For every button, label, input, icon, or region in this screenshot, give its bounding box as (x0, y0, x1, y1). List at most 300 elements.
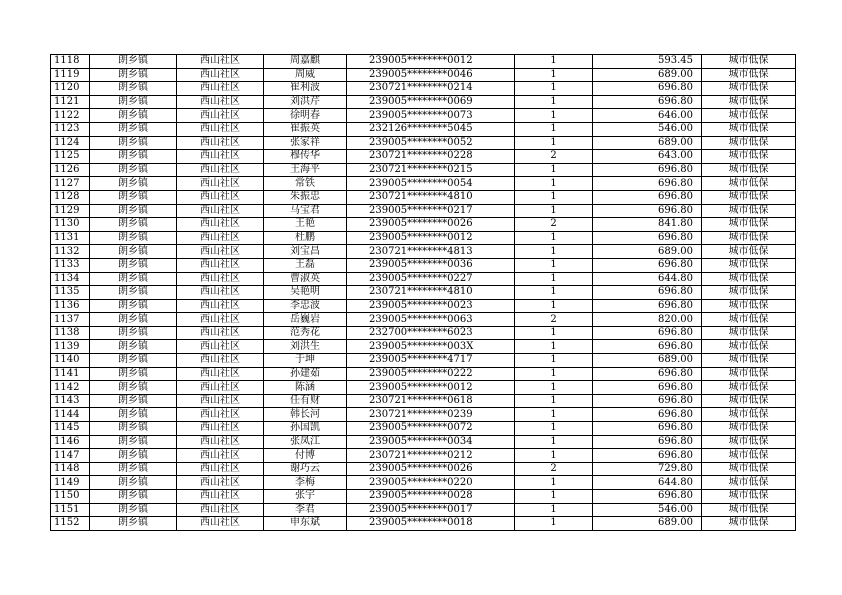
row-number-cell: 1118 (51, 55, 90, 69)
household-size-cell: 2 (515, 218, 593, 232)
table-row (51, 435, 796, 449)
amount-cell: 593.45 (593, 55, 702, 69)
row-number-cell: 1119 (51, 68, 90, 82)
id-number-cell: 239005********0054 (347, 177, 515, 191)
category-cell: 城市低保 (702, 354, 796, 368)
row-number-cell: 1131 (51, 231, 90, 245)
name-cell: 申东斌 (264, 517, 347, 531)
community-cell: 西山社区 (177, 82, 264, 96)
category-cell: 城市低保 (702, 68, 796, 82)
amount-cell: 696.80 (593, 435, 702, 449)
town-cell: 朗乡镇 (90, 449, 177, 463)
town-cell: 朗乡镇 (90, 272, 177, 286)
category-cell: 城市低保 (702, 136, 796, 150)
id-number-cell: 239005********003X (347, 340, 515, 354)
amount-cell: 644.80 (593, 272, 702, 286)
community-cell: 西山社区 (177, 354, 264, 368)
row-number-cell: 1145 (51, 422, 90, 436)
id-number-cell: 230721********0212 (347, 449, 515, 463)
community-cell: 西山社区 (177, 95, 264, 109)
row-number-cell: 1144 (51, 408, 90, 422)
town-cell: 朗乡镇 (90, 122, 177, 136)
household-size-cell: 2 (515, 150, 593, 164)
amount-cell: 696.80 (593, 394, 702, 408)
household-size-cell: 2 (515, 462, 593, 476)
community-cell: 西山社区 (177, 299, 264, 313)
row-number-cell: 1141 (51, 367, 90, 381)
amount-cell: 696.80 (593, 381, 702, 395)
name-cell: 于坤 (264, 354, 347, 368)
community-cell: 西山社区 (177, 163, 264, 177)
community-cell: 西山社区 (177, 245, 264, 259)
table-row (51, 218, 796, 232)
table-row (51, 476, 796, 490)
row-number-cell: 1136 (51, 299, 90, 313)
amount-cell: 689.00 (593, 517, 702, 531)
table-row (51, 150, 796, 164)
id-number-cell: 239005********0036 (347, 258, 515, 272)
table-row (51, 367, 796, 381)
category-cell: 城市低保 (702, 163, 796, 177)
name-cell: 崔振英 (264, 122, 347, 136)
id-number-cell: 239005********0023 (347, 299, 515, 313)
category-cell: 城市低保 (702, 299, 796, 313)
name-cell: 吴艳明 (264, 286, 347, 300)
amount-cell: 696.80 (593, 177, 702, 191)
community-cell: 西山社区 (177, 218, 264, 232)
household-size-cell: 1 (515, 340, 593, 354)
community-cell: 西山社区 (177, 68, 264, 82)
town-cell: 朗乡镇 (90, 490, 177, 504)
row-number-cell: 1142 (51, 381, 90, 395)
town-cell: 朗乡镇 (90, 231, 177, 245)
table-row (51, 258, 796, 272)
town-cell: 朗乡镇 (90, 517, 177, 531)
table-row (51, 354, 796, 368)
name-cell: 周威 (264, 68, 347, 82)
table-row (51, 462, 796, 476)
community-cell: 西山社区 (177, 449, 264, 463)
row-number-cell: 1133 (51, 258, 90, 272)
id-number-cell: 239005********0227 (347, 272, 515, 286)
town-cell: 朗乡镇 (90, 354, 177, 368)
amount-cell: 689.00 (593, 354, 702, 368)
community-cell: 西山社区 (177, 272, 264, 286)
id-number-cell: 230721********0228 (347, 150, 515, 164)
row-number-cell: 1121 (51, 95, 90, 109)
name-cell: 付博 (264, 449, 347, 463)
category-cell: 城市低保 (702, 313, 796, 327)
category-cell: 城市低保 (702, 177, 796, 191)
id-number-cell: 239005********0220 (347, 476, 515, 490)
town-cell: 朗乡镇 (90, 82, 177, 96)
community-cell: 西山社区 (177, 177, 264, 191)
name-cell: 曹淑英 (264, 272, 347, 286)
name-cell: 谢巧云 (264, 462, 347, 476)
row-number-cell: 1134 (51, 272, 90, 286)
amount-cell: 696.80 (593, 408, 702, 422)
id-number-cell: 230721********4810 (347, 190, 515, 204)
category-cell: 城市低保 (702, 218, 796, 232)
category-cell: 城市低保 (702, 82, 796, 96)
category-cell: 城市低保 (702, 422, 796, 436)
id-number-cell: 239005********0072 (347, 422, 515, 436)
town-cell: 朗乡镇 (90, 381, 177, 395)
table-row (51, 177, 796, 191)
row-number-cell: 1152 (51, 517, 90, 531)
row-number-cell: 1138 (51, 326, 90, 340)
id-number-cell: 239005********0217 (347, 204, 515, 218)
row-number-cell: 1135 (51, 286, 90, 300)
household-size-cell: 1 (515, 122, 593, 136)
community-cell: 西山社区 (177, 109, 264, 123)
category-cell: 城市低保 (702, 517, 796, 531)
table-row (51, 82, 796, 96)
amount-cell: 696.80 (593, 490, 702, 504)
row-number-cell: 1137 (51, 313, 90, 327)
id-number-cell: 230721********0239 (347, 408, 515, 422)
town-cell: 朗乡镇 (90, 177, 177, 191)
town-cell: 朗乡镇 (90, 150, 177, 164)
row-number-cell: 1146 (51, 435, 90, 449)
table-row (51, 122, 796, 136)
amount-cell: 696.80 (593, 95, 702, 109)
household-size-cell: 1 (515, 204, 593, 218)
amount-cell: 696.80 (593, 299, 702, 313)
household-size-cell: 1 (515, 109, 593, 123)
category-cell: 城市低保 (702, 326, 796, 340)
amount-cell: 644.80 (593, 476, 702, 490)
id-number-cell: 239005********0073 (347, 109, 515, 123)
amount-cell: 696.80 (593, 367, 702, 381)
amount-cell: 696.80 (593, 204, 702, 218)
category-cell: 城市低保 (702, 435, 796, 449)
household-size-cell: 1 (515, 490, 593, 504)
household-size-cell: 1 (515, 286, 593, 300)
name-cell: 范秀花 (264, 326, 347, 340)
category-cell: 城市低保 (702, 95, 796, 109)
id-number-cell: 239005********0026 (347, 218, 515, 232)
community-cell: 西山社区 (177, 340, 264, 354)
amount-cell: 696.80 (593, 340, 702, 354)
household-size-cell: 1 (515, 299, 593, 313)
name-cell: 崔利波 (264, 82, 347, 96)
table-row (51, 299, 796, 313)
town-cell: 朗乡镇 (90, 163, 177, 177)
household-size-cell: 1 (515, 517, 593, 531)
category-cell: 城市低保 (702, 462, 796, 476)
town-cell: 朗乡镇 (90, 218, 177, 232)
amount-cell: 689.00 (593, 245, 702, 259)
town-cell: 朗乡镇 (90, 326, 177, 340)
name-cell: 孙建茹 (264, 367, 347, 381)
amount-cell: 696.80 (593, 286, 702, 300)
household-size-cell: 1 (515, 476, 593, 490)
community-cell: 西山社区 (177, 394, 264, 408)
table-row (51, 313, 796, 327)
id-number-cell: 239005********0063 (347, 313, 515, 327)
id-number-cell: 239005********0052 (347, 136, 515, 150)
community-cell: 西山社区 (177, 150, 264, 164)
amount-cell: 696.80 (593, 326, 702, 340)
amount-cell: 689.00 (593, 136, 702, 150)
amount-cell: 643.00 (593, 150, 702, 164)
category-cell: 城市低保 (702, 204, 796, 218)
table-row (51, 326, 796, 340)
town-cell: 朗乡镇 (90, 204, 177, 218)
row-number-cell: 1148 (51, 462, 90, 476)
community-cell: 西山社区 (177, 476, 264, 490)
row-number-cell: 1128 (51, 190, 90, 204)
household-size-cell: 1 (515, 245, 593, 259)
benefit-roster-table (50, 54, 796, 531)
community-cell: 西山社区 (177, 422, 264, 436)
table-row (51, 136, 796, 150)
name-cell: 孙国凯 (264, 422, 347, 436)
community-cell: 西山社区 (177, 204, 264, 218)
category-cell: 城市低保 (702, 286, 796, 300)
category-cell: 城市低保 (702, 394, 796, 408)
name-cell: 张家祥 (264, 136, 347, 150)
amount-cell: 696.80 (593, 190, 702, 204)
community-cell: 西山社区 (177, 258, 264, 272)
community-cell: 西山社区 (177, 490, 264, 504)
community-cell: 西山社区 (177, 190, 264, 204)
category-cell: 城市低保 (702, 258, 796, 272)
town-cell: 朗乡镇 (90, 422, 177, 436)
household-size-cell: 1 (515, 326, 593, 340)
community-cell: 西山社区 (177, 286, 264, 300)
name-cell: 张宇 (264, 490, 347, 504)
household-size-cell: 1 (515, 163, 593, 177)
id-number-cell: 239005********0026 (347, 462, 515, 476)
id-number-cell: 239005********0012 (347, 381, 515, 395)
household-size-cell: 1 (515, 68, 593, 82)
name-cell: 张凤江 (264, 435, 347, 449)
town-cell: 朗乡镇 (90, 245, 177, 259)
row-number-cell: 1150 (51, 490, 90, 504)
community-cell: 西山社区 (177, 435, 264, 449)
town-cell: 朗乡镇 (90, 408, 177, 422)
category-cell: 城市低保 (702, 55, 796, 69)
name-cell: 陈涵 (264, 381, 347, 395)
id-number-cell: 230721********0618 (347, 394, 515, 408)
id-number-cell: 239005********0034 (347, 435, 515, 449)
community-cell: 西山社区 (177, 408, 264, 422)
household-size-cell: 1 (515, 177, 593, 191)
table-row (51, 408, 796, 422)
amount-cell: 696.80 (593, 231, 702, 245)
category-cell: 城市低保 (702, 122, 796, 136)
row-number-cell: 1143 (51, 394, 90, 408)
town-cell: 朗乡镇 (90, 299, 177, 313)
name-cell: 李梅 (264, 476, 347, 490)
table-row (51, 190, 796, 204)
name-cell: 刘洪生 (264, 340, 347, 354)
household-size-cell: 1 (515, 354, 593, 368)
id-number-cell: 230721********4810 (347, 286, 515, 300)
town-cell: 朗乡镇 (90, 68, 177, 82)
name-cell: 马宝君 (264, 204, 347, 218)
id-number-cell: 239005********0012 (347, 231, 515, 245)
amount-cell: 696.80 (593, 82, 702, 96)
town-cell: 朗乡镇 (90, 55, 177, 69)
household-size-cell: 1 (515, 449, 593, 463)
table-row (51, 286, 796, 300)
household-size-cell: 1 (515, 231, 593, 245)
household-size-cell: 1 (515, 190, 593, 204)
household-size-cell: 1 (515, 82, 593, 96)
name-cell: 韩长河 (264, 408, 347, 422)
category-cell: 城市低保 (702, 367, 796, 381)
row-number-cell: 1129 (51, 204, 90, 218)
town-cell: 朗乡镇 (90, 286, 177, 300)
row-number-cell: 1130 (51, 218, 90, 232)
category-cell: 城市低保 (702, 503, 796, 517)
household-size-cell: 1 (515, 394, 593, 408)
row-number-cell: 1126 (51, 163, 90, 177)
name-cell: 杜鹏 (264, 231, 347, 245)
table-row (51, 381, 796, 395)
community-cell: 西山社区 (177, 503, 264, 517)
category-cell: 城市低保 (702, 476, 796, 490)
name-cell: 王海平 (264, 163, 347, 177)
town-cell: 朗乡镇 (90, 476, 177, 490)
category-cell: 城市低保 (702, 340, 796, 354)
household-size-cell: 1 (515, 55, 593, 69)
household-size-cell: 1 (515, 408, 593, 422)
town-cell: 朗乡镇 (90, 435, 177, 449)
community-cell: 西山社区 (177, 136, 264, 150)
name-cell: 李忠波 (264, 299, 347, 313)
town-cell: 朗乡镇 (90, 462, 177, 476)
town-cell: 朗乡镇 (90, 340, 177, 354)
row-number-cell: 1140 (51, 354, 90, 368)
id-number-cell: 232126********5045 (347, 122, 515, 136)
name-cell: 任有财 (264, 394, 347, 408)
id-number-cell: 232700********6023 (347, 326, 515, 340)
community-cell: 西山社区 (177, 326, 264, 340)
town-cell: 朗乡镇 (90, 503, 177, 517)
amount-cell: 689.00 (593, 68, 702, 82)
row-number-cell: 1125 (51, 150, 90, 164)
row-number-cell: 1123 (51, 122, 90, 136)
household-size-cell: 1 (515, 435, 593, 449)
name-cell: 李君 (264, 503, 347, 517)
table-row (51, 422, 796, 436)
id-number-cell: 239005********0222 (347, 367, 515, 381)
household-size-cell: 1 (515, 258, 593, 272)
row-number-cell: 1127 (51, 177, 90, 191)
table-row (51, 204, 796, 218)
id-number-cell: 230721********0214 (347, 82, 515, 96)
household-size-cell: 1 (515, 503, 593, 517)
id-number-cell: 239005********0046 (347, 68, 515, 82)
community-cell: 西山社区 (177, 381, 264, 395)
household-size-cell: 1 (515, 422, 593, 436)
name-cell: 穆传华 (264, 150, 347, 164)
town-cell: 朗乡镇 (90, 190, 177, 204)
table-row (51, 55, 796, 69)
row-number-cell: 1149 (51, 476, 90, 490)
category-cell: 城市低保 (702, 231, 796, 245)
town-cell: 朗乡镇 (90, 313, 177, 327)
town-cell: 朗乡镇 (90, 136, 177, 150)
category-cell: 城市低保 (702, 490, 796, 504)
id-number-cell: 239005********0069 (347, 95, 515, 109)
id-number-cell: 239005********4717 (347, 354, 515, 368)
table-row (51, 68, 796, 82)
community-cell: 西山社区 (177, 462, 264, 476)
category-cell: 城市低保 (702, 150, 796, 164)
row-number-cell: 1151 (51, 503, 90, 517)
town-cell: 朗乡镇 (90, 367, 177, 381)
row-number-cell: 1132 (51, 245, 90, 259)
name-cell: 王磊 (264, 258, 347, 272)
table-row (51, 163, 796, 177)
amount-cell: 696.80 (593, 449, 702, 463)
category-cell: 城市低保 (702, 272, 796, 286)
id-number-cell: 239005********0028 (347, 490, 515, 504)
community-cell: 西山社区 (177, 231, 264, 245)
amount-cell: 646.00 (593, 109, 702, 123)
id-number-cell: 239005********0017 (347, 503, 515, 517)
amount-cell: 696.80 (593, 163, 702, 177)
amount-cell: 546.00 (593, 503, 702, 517)
name-cell: 刘洪芹 (264, 95, 347, 109)
amount-cell: 729.80 (593, 462, 702, 476)
row-number-cell: 1147 (51, 449, 90, 463)
table-row (51, 95, 796, 109)
table-row (51, 272, 796, 286)
category-cell: 城市低保 (702, 245, 796, 259)
category-cell: 城市低保 (702, 381, 796, 395)
household-size-cell: 1 (515, 272, 593, 286)
household-size-cell: 1 (515, 136, 593, 150)
id-number-cell: 230721********0215 (347, 163, 515, 177)
table-row (51, 490, 796, 504)
table-row (51, 231, 796, 245)
row-number-cell: 1124 (51, 136, 90, 150)
amount-cell: 696.80 (593, 258, 702, 272)
table-row (51, 503, 796, 517)
table-row (51, 109, 796, 123)
category-cell: 城市低保 (702, 449, 796, 463)
community-cell: 西山社区 (177, 367, 264, 381)
id-number-cell: 230721********4813 (347, 245, 515, 259)
amount-cell: 696.80 (593, 422, 702, 436)
community-cell: 西山社区 (177, 517, 264, 531)
name-cell: 王艳 (264, 218, 347, 232)
table-row (51, 517, 796, 531)
table-row (51, 245, 796, 259)
amount-cell: 841.80 (593, 218, 702, 232)
town-cell: 朗乡镇 (90, 258, 177, 272)
town-cell: 朗乡镇 (90, 109, 177, 123)
category-cell: 城市低保 (702, 109, 796, 123)
id-number-cell: 239005********0018 (347, 517, 515, 531)
amount-cell: 546.00 (593, 122, 702, 136)
name-cell: 徐明春 (264, 109, 347, 123)
name-cell: 岳巍岩 (264, 313, 347, 327)
row-number-cell: 1122 (51, 109, 90, 123)
household-size-cell: 1 (515, 367, 593, 381)
row-number-cell: 1120 (51, 82, 90, 96)
amount-cell: 820.00 (593, 313, 702, 327)
category-cell: 城市低保 (702, 190, 796, 204)
household-size-cell: 1 (515, 381, 593, 395)
name-cell: 朱振忠 (264, 190, 347, 204)
